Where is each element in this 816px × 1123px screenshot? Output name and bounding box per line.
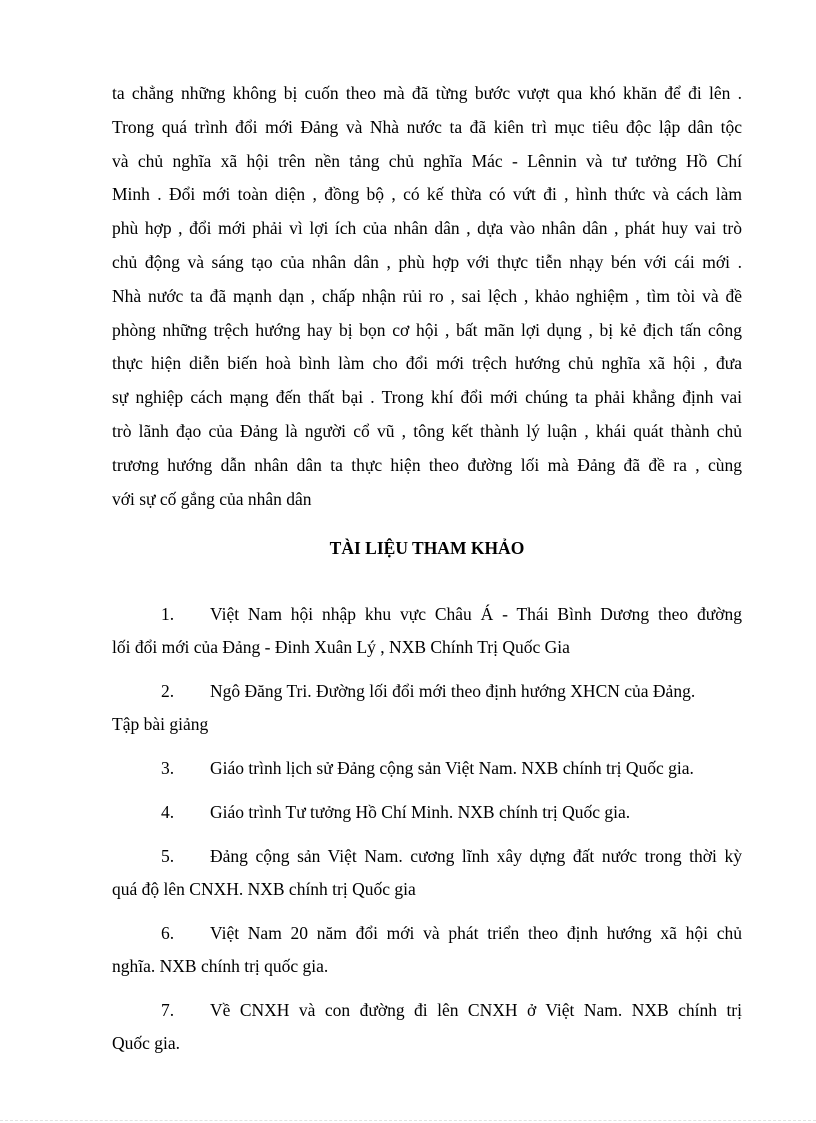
reference-item xyxy=(112,799,742,832)
reference-number: 1. xyxy=(161,604,175,625)
reference-continuation: Tập bài giảng xyxy=(112,714,209,735)
body-line: sự nghiệp cách mạng đến thất bại . Trong khí đổi mới chúng ta phải khẳng định vai xyxy=(112,387,742,408)
reference-line xyxy=(112,843,742,876)
reference-text: Ngô Đăng Tri. Đường lối đổi mới theo định hướng XHCN của Đảng. xyxy=(210,681,696,702)
reference-text: Về CNXH và con đường đi lên CNXH ở Việt Nam. NXB chính trị xyxy=(210,1000,742,1021)
reference-line xyxy=(112,678,742,711)
document-page xyxy=(112,80,742,1074)
reference-item xyxy=(112,997,742,1063)
reference-number: 7. xyxy=(161,1000,175,1021)
page-bottom-border xyxy=(0,1120,816,1121)
reference-item xyxy=(112,843,742,909)
reference-number: 5. xyxy=(161,846,175,867)
reference-continuation: quá độ lên CNXH. NXB chính trị Quốc gia xyxy=(112,879,416,900)
body-line: và chủ nghĩa xã hội trên nền tảng chủ nghĩa Mác - Lênnin và tư tưởng Hồ Chí xyxy=(112,150,742,171)
reference-text: Đảng cộng sản Việt Nam. cương lĩnh xây dựng đất nước trong thời kỳ xyxy=(210,846,742,867)
reference-line xyxy=(112,920,742,953)
reference-text: Việt Nam hội nhập khu vực Châu Á - Thái Bình Dương theo đường xyxy=(210,604,742,625)
reference-number: 4. xyxy=(161,802,175,823)
body-line: Minh . Đổi mới toàn diện , đồng bộ , có kế thừa có vứt đi , hình thức và cách làm xyxy=(112,184,742,205)
reference-text: Việt Nam 20 năm đổi mới và phát triển theo định hướng xã hội chủ xyxy=(210,923,742,944)
reference-continuation: lối đổi mới của Đảng - Đinh Xuân Lý , NXB Chính Trị Quốc Gia xyxy=(112,637,570,658)
reference-line xyxy=(112,601,742,634)
reference-item xyxy=(112,678,742,744)
body-paragraph xyxy=(112,80,742,519)
references-heading: TÀI LIỆU THAM KHẢO xyxy=(329,538,525,559)
body-line: Trong quá trình đổi mới Đảng và Nhà nước ta đã kiên trì mục tiêu độc lập dân tộc xyxy=(112,116,742,137)
body-line: trương hướng dẫn nhân dân ta thực hiện theo đường lối mà Đảng đã đề ra , cùng xyxy=(112,454,742,475)
body-line: phòng những trệch hướng hay bị bọn cơ hội , bất mãn lợi dụng , bị kẻ địch tấn công xyxy=(112,319,742,340)
reference-item xyxy=(112,755,742,788)
reference-continuation: Quốc gia. xyxy=(112,1033,181,1054)
body-line: chủ động và sáng tạo của nhân dân , phù hợp với thực tiễn nhạy bén với cái mới . xyxy=(112,251,742,272)
body-line: trò lãnh đạo của Đảng là người cổ vũ , tông kết thành lý luận , khái quát thành chủ xyxy=(112,420,742,441)
reference-number: 2. xyxy=(161,681,175,702)
reference-text: Giáo trình lịch sử Đảng cộng sản Việt Nam. NXB chính trị Quốc gia. xyxy=(210,758,694,779)
reference-line xyxy=(112,997,742,1030)
body-line: ta chẳng những không bị cuốn theo mà đã từng bước vượt qua khó khăn để đi lên . xyxy=(112,83,742,103)
reference-line xyxy=(112,755,742,788)
references-list xyxy=(112,601,742,1063)
reference-continuation: nghĩa. NXB chính trị quốc gia. xyxy=(112,956,329,977)
reference-number: 3. xyxy=(161,758,175,779)
reference-item xyxy=(112,920,742,986)
body-line: phù hợp , đổi mới phải vì lợi ích của nhân dân , dựa vào nhân dân , phát huy vai trò xyxy=(112,218,742,239)
body-line: thực hiện diễn biến hoà bình làm cho đổi mới trệch hướng chủ nghĩa xã hội , đưa xyxy=(112,353,742,374)
reference-line xyxy=(112,799,742,832)
body-line: với sự cố gắng của nhân dân xyxy=(112,488,312,509)
reference-number: 6. xyxy=(161,923,175,944)
reference-item xyxy=(112,601,742,667)
body-line: Nhà nước ta đã mạnh dạn , chấp nhận rủi ro , sai lệch , khảo nghiệm , tìm tòi và đề xyxy=(112,285,742,306)
reference-text: Giáo trình Tư tưởng Hồ Chí Minh. NXB chính trị Quốc gia. xyxy=(210,802,631,823)
